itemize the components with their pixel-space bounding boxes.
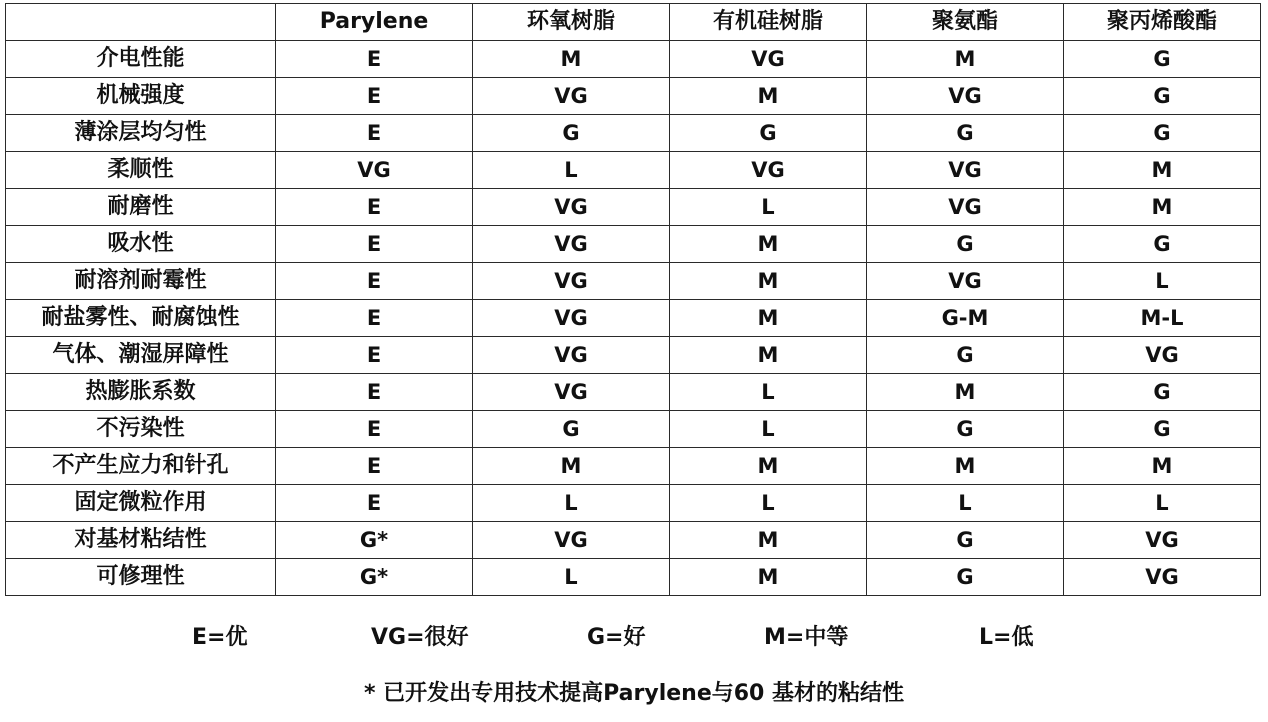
table-row — [6, 485, 1261, 522]
rating-cell: M — [670, 559, 867, 596]
rating-cell: G — [867, 115, 1064, 152]
rating-cell: G — [867, 226, 1064, 263]
rating-cell: G — [1064, 41, 1261, 78]
property-cell: 热膨胀系数 — [6, 374, 276, 411]
header-silicone: 有机硅树脂 — [670, 4, 867, 41]
legend-e: E=优 — [192, 625, 248, 650]
property-cell: 可修理性 — [6, 559, 276, 596]
table-row — [6, 115, 1261, 152]
rating-cell: M-L — [1064, 300, 1261, 337]
property-cell: 耐盐雾性、耐腐蚀性 — [6, 300, 276, 337]
table-body — [6, 41, 1261, 596]
rating-cell: VG — [867, 189, 1064, 226]
rating-cell: G — [1064, 78, 1261, 115]
rating-cell: L — [473, 485, 670, 522]
property-cell: 吸水性 — [6, 226, 276, 263]
rating-cell: M — [473, 41, 670, 78]
rating-cell: M — [670, 337, 867, 374]
rating-cell: VG — [473, 522, 670, 559]
legend — [0, 620, 1268, 654]
rating-cell: M — [670, 226, 867, 263]
rating-cell: G — [867, 411, 1064, 448]
property-cell: 耐磨性 — [6, 189, 276, 226]
rating-cell: VG — [670, 152, 867, 189]
rating-cell: E — [276, 300, 473, 337]
rating-cell: E — [276, 226, 473, 263]
rating-cell: VG — [1064, 337, 1261, 374]
rating-cell: G — [473, 411, 670, 448]
property-cell: 机械强度 — [6, 78, 276, 115]
rating-cell: L — [670, 485, 867, 522]
rating-cell: M — [670, 448, 867, 485]
property-cell: 介电性能 — [6, 41, 276, 78]
property-cell: 薄涂层均匀性 — [6, 115, 276, 152]
rating-cell: M — [473, 448, 670, 485]
rating-cell: VG — [867, 152, 1064, 189]
rating-cell: G* — [276, 522, 473, 559]
legend-g: G=好 — [587, 625, 646, 650]
rating-cell: VG — [867, 263, 1064, 300]
rating-cell: G — [1064, 411, 1261, 448]
rating-cell: L — [670, 374, 867, 411]
rating-cell: G — [670, 115, 867, 152]
property-cell: 对基材粘结性 — [6, 522, 276, 559]
rating-cell: L — [670, 411, 867, 448]
rating-cell: M — [1064, 152, 1261, 189]
rating-cell: E — [276, 189, 473, 226]
rating-cell: G — [867, 337, 1064, 374]
rating-cell: G — [1064, 374, 1261, 411]
rating-cell: M — [867, 41, 1064, 78]
rating-cell: G — [1064, 115, 1261, 152]
legend-vg: VG=很好 — [371, 625, 469, 650]
legend-l: L=低 — [979, 625, 1034, 650]
rating-cell: G — [473, 115, 670, 152]
table-row — [6, 226, 1261, 263]
table-row — [6, 337, 1261, 374]
property-cell: 柔顺性 — [6, 152, 276, 189]
table-row — [6, 263, 1261, 300]
rating-cell: M — [670, 78, 867, 115]
legend-m: M=中等 — [764, 625, 849, 650]
rating-cell: M — [670, 522, 867, 559]
rating-cell: VG — [473, 337, 670, 374]
table-row — [6, 448, 1261, 485]
rating-cell: E — [276, 411, 473, 448]
rating-cell: VG — [473, 189, 670, 226]
rating-cell: M — [867, 374, 1064, 411]
rating-cell: G — [867, 522, 1064, 559]
rating-cell: E — [276, 115, 473, 152]
rating-cell: E — [276, 374, 473, 411]
property-cell: 不污染性 — [6, 411, 276, 448]
table-row — [6, 152, 1261, 189]
rating-cell: G-M — [867, 300, 1064, 337]
rating-cell: M — [867, 448, 1064, 485]
rating-cell: L — [670, 189, 867, 226]
rating-cell: G — [1064, 226, 1261, 263]
header-parylene: Parylene — [276, 4, 473, 41]
rating-cell: VG — [1064, 559, 1261, 596]
rating-cell: E — [276, 41, 473, 78]
rating-cell: VG — [473, 374, 670, 411]
rating-cell: VG — [276, 152, 473, 189]
rating-cell: VG — [473, 300, 670, 337]
rating-cell: VG — [473, 78, 670, 115]
rating-cell: E — [276, 263, 473, 300]
header-polyurethane: 聚氨酯 — [867, 4, 1064, 41]
rating-cell: VG — [473, 226, 670, 263]
rating-cell: L — [867, 485, 1064, 522]
rating-cell: L — [1064, 263, 1261, 300]
property-cell: 固定微粒作用 — [6, 485, 276, 522]
rating-cell: M — [670, 300, 867, 337]
rating-cell: G* — [276, 559, 473, 596]
rating-cell: L — [473, 152, 670, 189]
header-property — [6, 4, 276, 41]
rating-cell: VG — [670, 41, 867, 78]
rating-cell: M — [1064, 189, 1261, 226]
table-row — [6, 559, 1261, 596]
table-row — [6, 300, 1261, 337]
rating-cell: M — [1064, 448, 1261, 485]
rating-cell: VG — [473, 263, 670, 300]
property-cell: 耐溶剂耐霉性 — [6, 263, 276, 300]
rating-cell: M — [670, 263, 867, 300]
rating-cell: VG — [867, 78, 1064, 115]
table-row — [6, 522, 1261, 559]
rating-cell: E — [276, 78, 473, 115]
rating-cell: G — [867, 559, 1064, 596]
table-row — [6, 41, 1261, 78]
table-row — [6, 374, 1261, 411]
header-epoxy: 环氧树脂 — [473, 4, 670, 41]
rating-cell: L — [1064, 485, 1261, 522]
comparison-table — [5, 3, 1261, 596]
rating-cell: L — [473, 559, 670, 596]
footnote: * 已开发出专用技术提高Parylene与60 基材的粘结性 — [363, 681, 905, 706]
table-row — [6, 189, 1261, 226]
table-row — [6, 78, 1261, 115]
header-acrylic: 聚丙烯酸酯 — [1064, 4, 1261, 41]
property-cell: 不产生应力和针孔 — [6, 448, 276, 485]
table-row — [6, 411, 1261, 448]
rating-cell: E — [276, 485, 473, 522]
header-row — [6, 4, 1261, 41]
rating-cell: E — [276, 337, 473, 374]
rating-cell: VG — [1064, 522, 1261, 559]
rating-cell: E — [276, 448, 473, 485]
property-cell: 气体、潮湿屏障性 — [6, 337, 276, 374]
